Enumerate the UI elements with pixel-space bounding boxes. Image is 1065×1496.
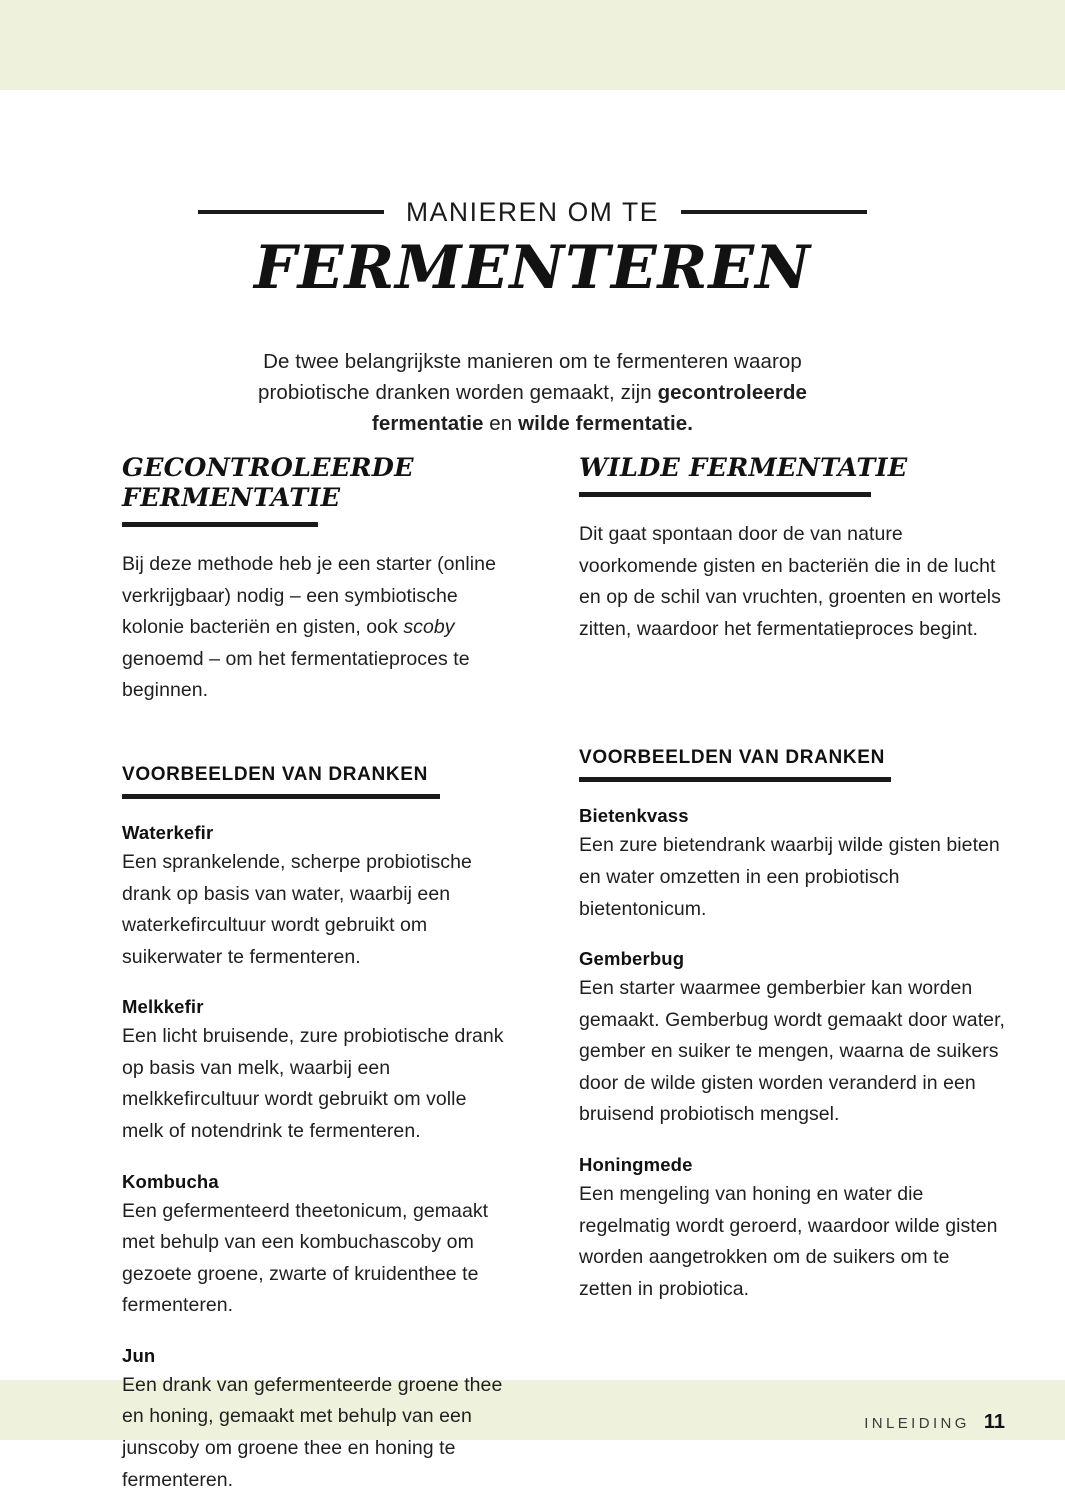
examples-block-left xyxy=(122,764,505,799)
two-column-body xyxy=(0,453,1065,1496)
drink-description: Een gefermenteerd theetonicum, gemaakt met behulp van een kombuchascoby om gezoete groene, zwarte of kruidenthee te fermenteren. xyxy=(122,1199,489,1317)
intro-bold-controlled: gecontroleerde fermentatie xyxy=(371,380,808,436)
drink-description: Een starter waarmee gemberbier kan worden gemaakt. Gemberbug wordt gemaakt door water, gember en suiker te mengen, waarna de suikers door de wilde gisten worden veranderd in een bruisend probiotisch mengsel. xyxy=(579,977,1006,1126)
examples-heading-right: VOORBEELDEN VAN DRANKEN xyxy=(579,747,885,769)
intro-bold-wild: wilde fermentatie. xyxy=(518,412,694,436)
examples-block-right xyxy=(579,747,1005,782)
drink-entry xyxy=(579,947,1005,1131)
kicker-rule-right xyxy=(681,210,867,214)
drink-description: Een zure bietendrank waarbij wilde gisten bieten en water omzetten in een probiotisch bietentonicum. xyxy=(579,834,1000,920)
drink-name: Kombucha xyxy=(122,1170,219,1192)
examples-heading-left: VOORBEELDEN VAN DRANKEN xyxy=(122,764,428,786)
drink-name: Gemberbug xyxy=(579,948,685,970)
section-lede-wild: Dit gaat spontaan door de van nature voorkomende gisten en bacteriën die in de lucht en op de schil van vruchten, groenten en wortels zitten, waardoor het fermentatieproces begint. xyxy=(579,523,1001,640)
drink-entry xyxy=(122,1344,505,1496)
page-footer xyxy=(864,1411,1005,1434)
column-controlled-fermentation xyxy=(0,453,533,1496)
footer-page-number: 11 xyxy=(983,1411,1005,1433)
page-content xyxy=(0,90,1065,1491)
drink-description: Een mengeling van honing en water die regelmatig wordt geroerd, waardoor wilde gisten worden aangetrokken om de suikers om te zetten in probiotica. xyxy=(579,1182,998,1300)
section-lede-controlled xyxy=(122,549,505,707)
drink-name: Bietenkvass xyxy=(579,805,689,827)
kicker-row xyxy=(0,194,1065,230)
lede-part1: Bij deze methode heb je een starter (online verkrijgbaar) nodig – een symbiotische kolonie bacteriën en gisten, ook xyxy=(122,553,496,639)
drink-name: Melkkefir xyxy=(122,996,204,1018)
drink-name: Jun xyxy=(122,1344,156,1366)
drink-description: Een sprankelende, scherpe probiotische drank op basis van water, waarbij een waterkefircultuur wordt gebruikt om suikerwater te fermenteren. xyxy=(122,851,472,968)
intro-paragraph xyxy=(223,346,843,439)
section-title-rule-left xyxy=(122,522,318,527)
kicker-rule-left xyxy=(198,210,384,214)
section-title-wild: WILDE FERMENTATIE xyxy=(579,453,908,483)
intro-text-part1: De twee belangrijkste manieren om te fermenteren waarop probiotische dranken worden gemaakt, zijn xyxy=(257,349,802,404)
section-title-rule-right xyxy=(579,492,871,497)
drink-name: Waterkefir xyxy=(122,822,214,844)
column-wild-fermentation xyxy=(533,453,1065,1496)
drink-entry xyxy=(579,1153,1005,1305)
drink-description: Een drank van gefermenteerde groene thee en honing, gemaakt met behulp van een junscoby om groene thee en honing te fermenteren. xyxy=(122,1373,503,1491)
section-title-controlled: GECONTROLEERDE FERMENTATIE xyxy=(122,453,414,514)
kicker-text: MANIEREN OM TE xyxy=(405,196,660,227)
lede-italic-scoby: scoby xyxy=(403,616,455,639)
top-decorative-band xyxy=(0,0,1065,90)
drink-entry xyxy=(579,804,1005,925)
examples-rule-right xyxy=(579,777,891,782)
drink-description: Een licht bruisende, zure probiotische drank op basis van melk, waarbij een melkkefircultuur wordt gebruikt om volle melk of notendrink te fermenteren. xyxy=(122,1025,504,1143)
masthead xyxy=(0,194,1065,301)
drink-entry xyxy=(122,995,505,1147)
intro-text-part2: en xyxy=(483,412,519,436)
page-title: FERMENTEREN xyxy=(253,233,811,303)
drink-entry xyxy=(122,1170,505,1322)
examples-rule-left xyxy=(122,794,440,799)
footer-section-label: INLEIDING xyxy=(864,1415,970,1432)
drink-name: Honingmede xyxy=(579,1153,693,1175)
drink-entry xyxy=(122,821,505,973)
lede-part2: genoemd – om het fermentatieproces te beginnen. xyxy=(122,647,470,702)
